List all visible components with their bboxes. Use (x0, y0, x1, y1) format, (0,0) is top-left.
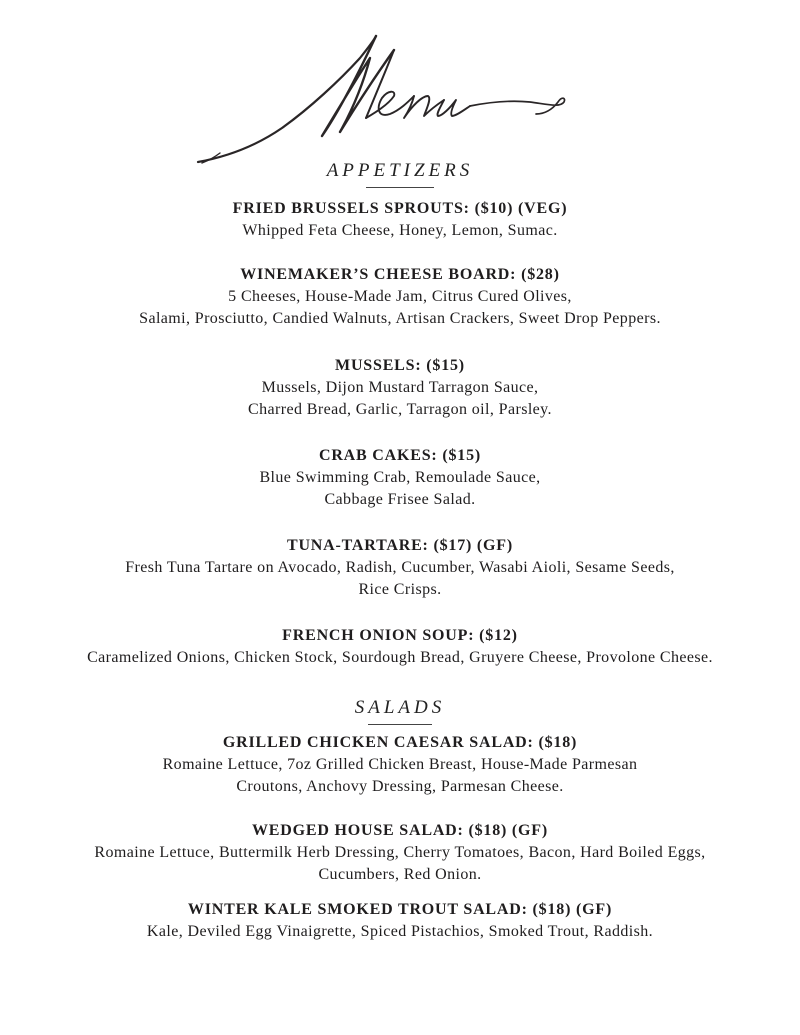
item-description: Croutons, Anchovy Dressing, Parmesan Cheese. (236, 778, 564, 795)
section-title-salads: SALADS (354, 697, 446, 718)
item-description: Romaine Lettuce, 7oz Grilled Chicken Breast, House-Made Parmesan (162, 756, 638, 773)
item-name: FRIED BRUSSELS SPROUTS: ($10) (VEG) (232, 200, 568, 217)
item-name: TUNA-TARTARE: ($17) (GF) (286, 537, 514, 554)
item-description: Charred Bread, Garlic, Tarragon oil, Parsley. (248, 401, 552, 418)
section-title-appetizers: APPETIZERS (326, 160, 474, 181)
menu-item (0, 899, 800, 943)
item-description: Caramelized Onions, Chicken Stock, Sourdough Bread, Gruyere Cheese, Provolone Cheese. (87, 649, 713, 666)
section-divider (366, 187, 434, 188)
menu-item (0, 355, 800, 421)
item-description: Fresh Tuna Tartare on Avocado, Radish, Cucumber, Wasabi Aioli, Sesame Seeds, (125, 559, 675, 576)
item-name: WINTER KALE SMOKED TROUT SALAD: ($18) (GF) (187, 901, 613, 918)
item-description: Kale, Deviled Egg Vinaigrette, Spiced Pistachios, Smoked Trout, Raddish. (146, 923, 654, 940)
menu-item (0, 535, 800, 601)
menu-item (0, 820, 800, 886)
item-description: Blue Swimming Crab, Remoulade Sauce, (259, 469, 541, 486)
item-name: CRAB CAKES: ($15) (318, 447, 482, 464)
item-description: Salami, Prosciutto, Candied Walnuts, Artisan Crackers, Sweet Drop Peppers. (139, 310, 661, 327)
item-description: Mussels, Dijon Mustard Tarragon Sauce, (261, 379, 539, 396)
item-name: FRENCH ONION SOUP: ($12) (282, 627, 518, 644)
menu-item (0, 625, 800, 669)
menu-item (0, 445, 800, 511)
item-name: MUSSELS: ($15) (335, 357, 465, 374)
menu-item (0, 732, 800, 798)
item-description: 5 Cheeses, House-Made Jam, Citrus Cured Olives, (228, 288, 572, 305)
item-name: WINEMAKER’S CHEESE BOARD: ($28) (240, 266, 560, 283)
menu-item (0, 264, 800, 330)
item-name: GRILLED CHICKEN CAESAR SALAD: ($18) (222, 734, 578, 751)
menu-item (0, 198, 800, 242)
item-description: Cabbage Frisee Salad. (324, 491, 476, 508)
menu-script-logo-icon (190, 10, 570, 170)
section-divider (368, 724, 432, 725)
item-description: Whipped Feta Cheese, Honey, Lemon, Sumac. (242, 222, 558, 239)
item-description: Rice Crisps. (358, 581, 442, 598)
item-name: WEDGED HOUSE SALAD: ($18) (GF) (251, 822, 548, 839)
item-description: Romaine Lettuce, Buttermilk Herb Dressing, Cherry Tomatoes, Bacon, Hard Boiled Eggs, (94, 844, 706, 861)
item-description: Cucumbers, Red Onion. (318, 866, 482, 883)
